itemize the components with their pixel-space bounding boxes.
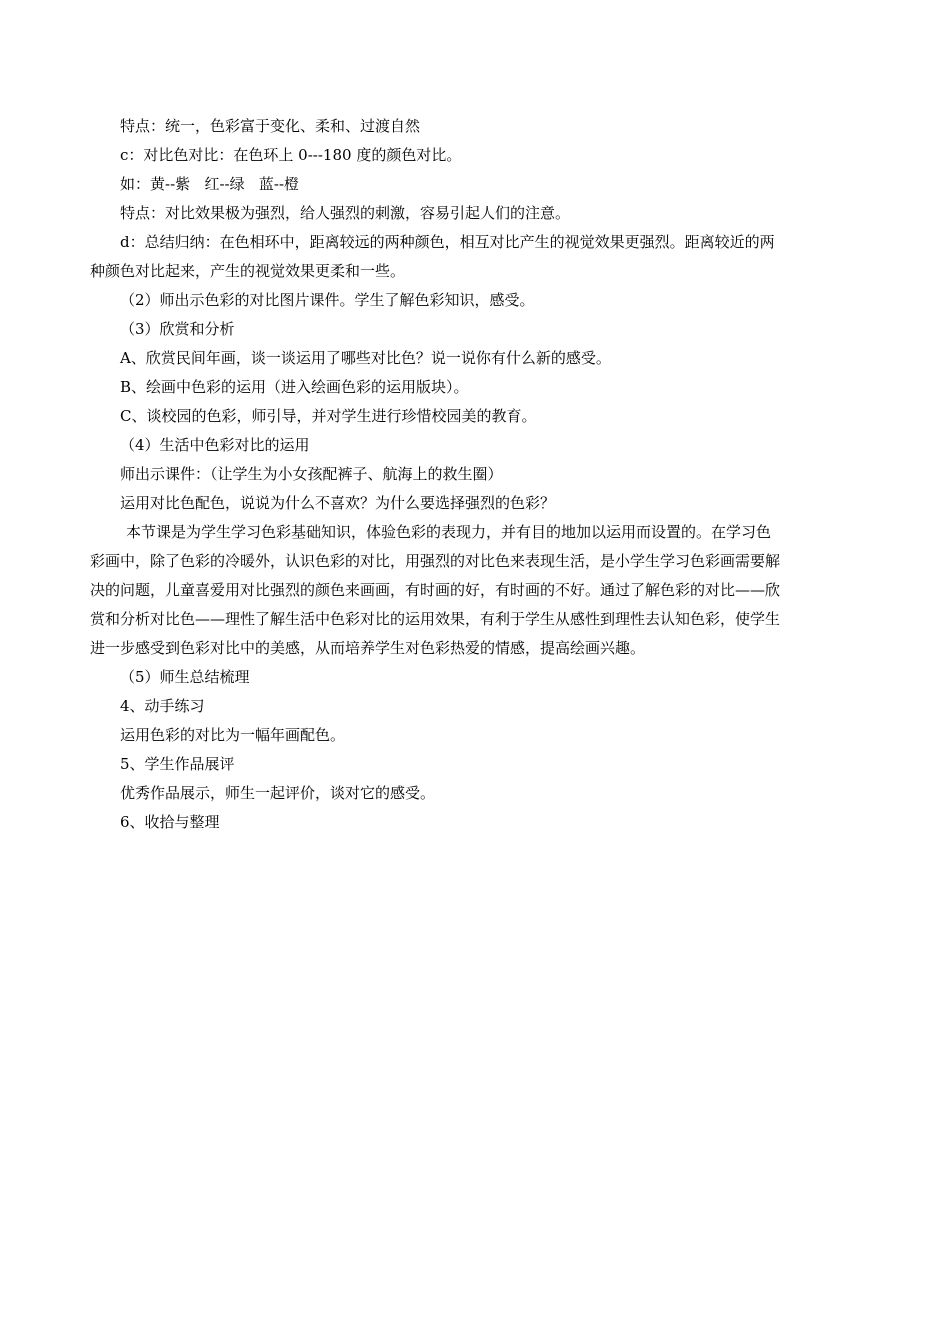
step-3-a: A、欣赏民间年画，谈一谈运用了哪些对比色？说一说你有什么新的感受。 [120,349,611,367]
reflection-paragraph [90,518,862,663]
step-2: （2）师出示色彩的对比图片课件。学生了解色彩知识，感受。 [120,291,535,309]
reflection-row-4: 赏和分析对比色——理性了解生活中色彩对比的运用效果，有利于学生从感性到理性去认知色彩，使学生 [90,610,781,628]
reflection-row-1: 本节课是为学生学习色彩基础知识，体验色彩的表现力，并有目的地加以运用而设置的。在学习色 [126,523,772,541]
summary-row-1: d：总结归纳：在色相环中，距离较远的两种颜色，相互对比产生的视觉效果更强烈。距离较近的两 [120,233,775,251]
document-body [90,112,862,837]
summary-paragraph [90,228,862,286]
section-5-heading: 5、学生作品展评 [120,755,235,773]
contrast-examples-line: 如：黄--紫 红--绿 蓝--橙 [120,175,300,193]
step-3-c: C、谈校园的色彩，师引导，并对学生进行珍惜校园美的教育。 [120,407,537,425]
step-3-b: B、绘画中色彩的运用（进入绘画色彩的运用版块）。 [120,378,469,396]
section-6-heading: 6、收拾与整理 [120,813,220,831]
step-4-courseware: 师出示课件：（让学生为小女孩配裤子、航海上的救生圈） [120,465,503,483]
step-4: （4）生活中色彩对比的运用 [120,436,310,454]
reflection-row-5: 进一步感受到色彩对比中的美感，从而培养学生对色彩热爱的情感，提高绘画兴趣。 [90,639,646,657]
contrast-definition-line: c：对比色对比：在色环上 0---180 度的颜色对比。 [120,146,462,164]
section-4-heading: 4、动手练习 [120,697,205,715]
step-3: （3）欣赏和分析 [120,320,235,338]
reflection-row-3: 决的问题，儿童喜爱用对比强烈的颜色来画画，有时画的好，有时画的不好。通过了解色彩的对比——欣 [90,581,781,599]
summary-row-2: 种颜色对比起来，产生的视觉效果更柔和一些。 [90,262,406,280]
step-5: （5）师生总结梳理 [120,668,250,686]
reflection-row-2: 彩画中，除了色彩的冷暖外，认识色彩的对比，用强烈的对比色来表现生活，是小学生学习色彩画需要解 [90,552,781,570]
feature-line-contrast: 特点：对比效果极为强烈，给人强烈的刺激，容易引起人们的注意。 [120,204,571,222]
section-5-text: 优秀作品展示，师生一起评价，谈对它的感受。 [120,784,436,802]
feature-line-harmony: 特点：统一，色彩富于变化、柔和、过渡自然 [120,117,421,135]
step-4-question: 运用对比色配色，说说为什么不喜欢？为什么要选择强烈的色彩？ [120,494,556,512]
section-4-text: 运用色彩的对比为一幅年画配色。 [120,726,346,744]
